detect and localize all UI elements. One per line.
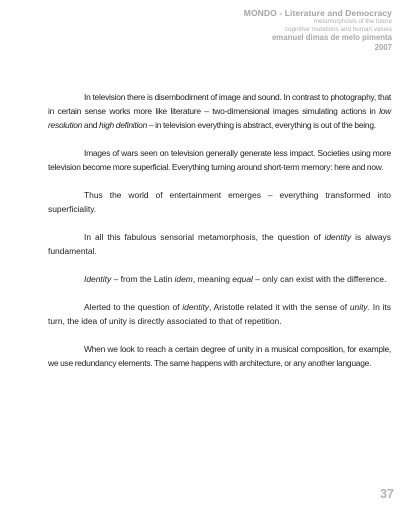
paragraph-1 — [48, 90, 391, 132]
header-subtitle-1: metamorphosis of the future — [313, 18, 392, 26]
paragraph-2 — [48, 146, 391, 174]
page-number: 37 — [380, 487, 394, 501]
paragraph-6-text-c: . In its turn, the idea of unity is directly associated to that of repetition. — [48, 302, 391, 326]
paragraph-1-text-a: In television there is disembodiment of image and sound. In contrast to photography, that in certain sense works more like literature – two-dimensional images simulating actions in — [48, 92, 391, 116]
paragraph-6-text-b: , Aristotle related it with the sense of — [209, 302, 350, 312]
running-header — [244, 8, 392, 52]
paragraph-1-text-c: – in television everything is abstract, everything is out of the being. — [147, 120, 376, 130]
header-year: 2007 — [374, 42, 392, 52]
paragraph-1-emphasis-1: low resolution — [48, 106, 391, 130]
paragraph-1-text-b: and — [82, 120, 100, 130]
paragraph-5-emphasis-3: equal — [232, 274, 253, 284]
paragraph-6 — [48, 300, 391, 328]
paragraph-5-emphasis-1: Identity — [84, 274, 112, 284]
paragraph-5-emphasis-2: idem — [174, 274, 193, 284]
paragraph-6-text-a: Alerted to the question of — [84, 302, 183, 312]
paragraph-1-emphasis-2: high definition — [99, 120, 148, 130]
paragraph-5-text-a: – from the Latin — [111, 274, 175, 284]
paragraph-4-text-a: In all this fabulous sensorial metamorphosis, the question of — [84, 232, 325, 242]
body-text — [48, 90, 391, 370]
paragraph-4-text-b: is always fundamental. — [48, 232, 391, 256]
paragraph-7-text: When we look to reach a certain degree of unity in a musical composition, for example, we use redundancy elements. The same happens with architecture, or any another language. — [48, 344, 391, 368]
paragraph-5-text-b: , meaning — [192, 274, 233, 284]
paragraph-3-text: Thus the world of entertainment emerges – everything transformed into superficiality. — [48, 190, 391, 214]
paragraph-5-text-c: – only can exist with the difference. — [252, 274, 387, 284]
paragraph-3 — [48, 188, 391, 216]
paragraph-4 — [48, 230, 391, 258]
paragraph-4-emphasis: identity — [324, 232, 352, 242]
header-author: emanuel dimas de melo pimenta — [271, 33, 392, 43]
paragraph-5 — [48, 272, 391, 286]
paragraph-6-emphasis-2: unity — [349, 302, 368, 312]
paragraph-6-emphasis-1: identity — [182, 302, 210, 312]
header-title: MONDO - Literature and Democracy — [243, 8, 392, 18]
paragraph-2-text: Images of wars seen on television generally generate less impact. Societies using more television become more superficial. Everything turning around short-term memory: here and now. — [48, 148, 391, 172]
paragraph-7 — [48, 342, 391, 370]
header-subtitle-2: cognitive mutations and human values — [284, 25, 392, 33]
